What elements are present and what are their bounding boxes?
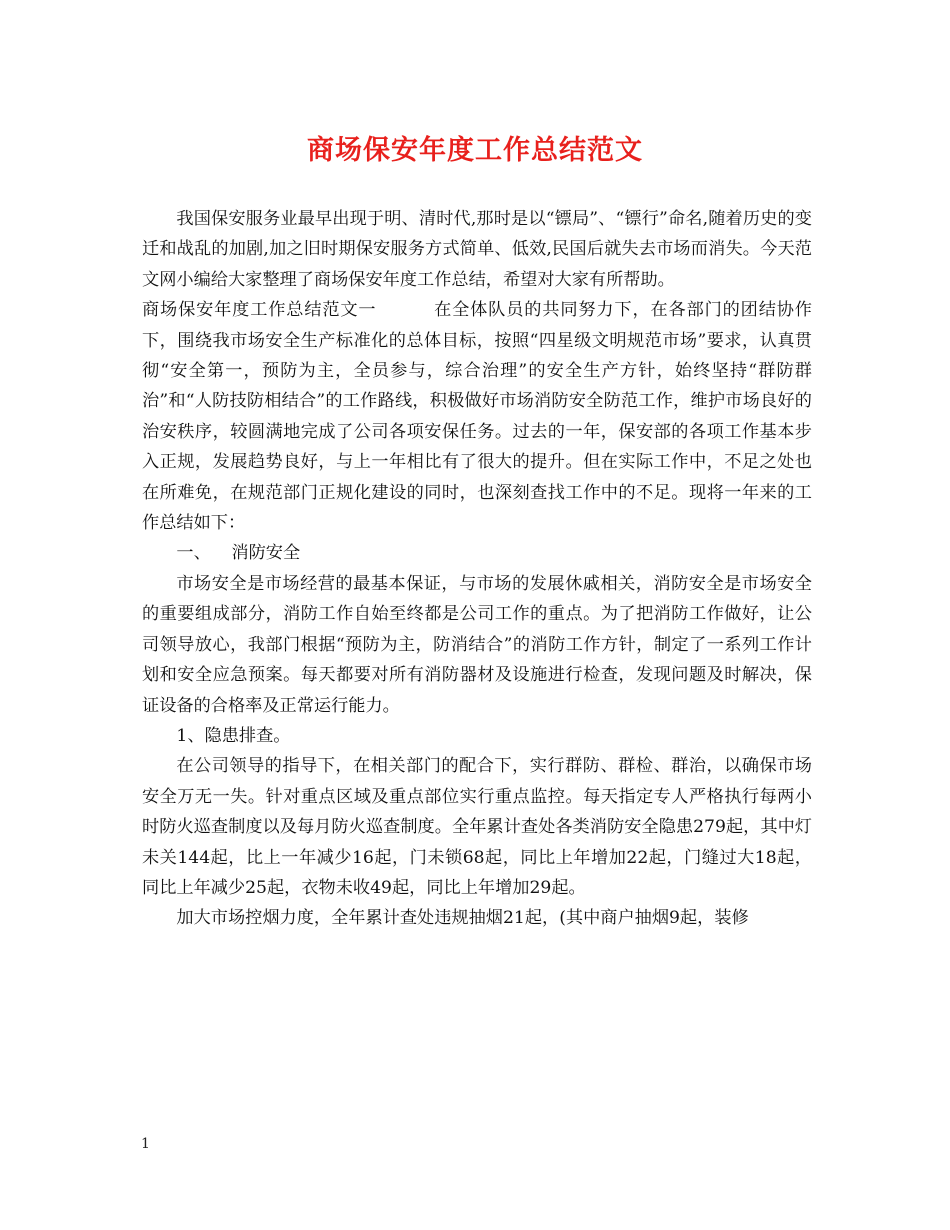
intro-paragraph: 我国保安服务业最早出现于明、清时代,那时是以“镖局”、“镖行”命名,随着历史的变迁和战乱的加剧,加之旧时期保安服务方式简单、低效,民国后就失去市场而消失。今天范文网小编给大家整理了商场保安年度工作总结，希望对大家有所帮助。	[142, 209, 812, 290]
document-title: 商场保安年度工作总结范文	[307, 135, 643, 166]
section-one-text: 在全体队员的共同努力下，在各部门的团结协作下，围绕我市场安全生产标准化的总体目标，按照“四星级文明规范市场”要求，认真贯彻“安全第一，预防为主，全员参与，综合治理”的安全生产方针，始终坚持“群防群治”和“人防技防相结合”的工作路线，积极做好市场消防安全防范工作，维护市场良好的治安秩序，较圆满地完成了公司各项安保任务。过去的一年，保安部的各项工作基本步入正规，发展趋势良好，与上一年相比有了很大的提升。但在实际工作中，不足之处也在所难免，在规范部门正规化建设的同时，也深刻查找工作中的不足。现将一年来的工作总结如下：	[142, 300, 812, 534]
page-number: 1	[141, 1136, 150, 1152]
heading-fire-safety	[142, 538, 812, 568]
section-one-label: 商场保安年度工作总结范文一	[142, 300, 377, 321]
document-body	[142, 204, 812, 934]
heading-text: 消防安全	[231, 543, 301, 564]
smoking-control-paragraph: 加大市场控烟力度，全年累计查处违规抽烟21起，(其中商户抽烟9起，装修	[176, 908, 749, 929]
fire-safety-paragraph: 市场安全是市场经营的最基本保证，与市场的发展休戚相关，消防安全是市场安全的重要组成部分，消防工作自始至终都是公司工作的重点。为了把消防工作做好，让公司领导放心，我部门根据“预防为主，防消结合”的消防工作方针，制定了一系列工作计划和安全应急预案。每天都要对所有消防器材及设施进行检查，发现问题及时解决，保证设备的合格率及正常运行能力。	[142, 573, 812, 716]
section-one-paragraph	[142, 295, 812, 538]
heading-number: 一、	[176, 543, 211, 564]
subheading-hazard-check: 1、隐患排查。	[176, 725, 291, 746]
hazard-check-paragraph: 在公司领导的指导下，在相关部门的配合下，实行群防、群检、群治，以确保市场安全万无一失。针对重点区域及重点部位实行重点监控。每天指定专人严格执行每两小时防火巡查制度以及每月防火巡查制度。全年累计查处各类消防安全隐患279起，其中灯未关144起，比上一年减少16起，门未锁68起，同比上年增加22起，门缝过大18起，同比上年减少25起，衣物未收49起，同比上年增加29起。	[142, 756, 812, 898]
